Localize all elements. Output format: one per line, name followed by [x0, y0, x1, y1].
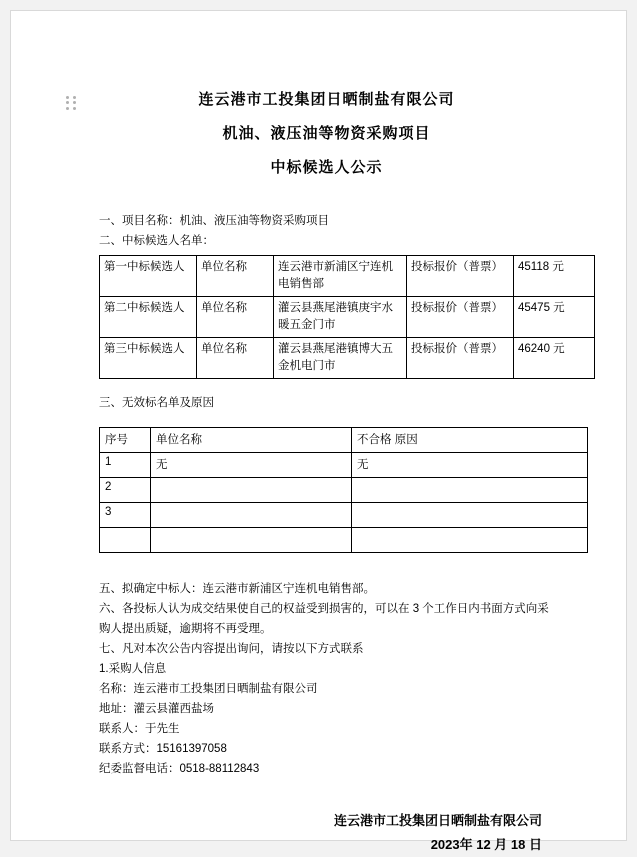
- invalid-header-no: 序号: [100, 428, 151, 453]
- invalid-cell-no: [100, 528, 151, 553]
- candidate-rank: 第三中标候选人: [100, 338, 197, 379]
- invalid-bids-table: [99, 427, 588, 553]
- title-line-2: 机油、液压油等物资采购项目: [222, 125, 431, 142]
- invalid-header-reason: 不合格 原因: [352, 428, 588, 453]
- candidate-name-label: 单位名称: [197, 338, 274, 379]
- candidate-price-label: 投标报价（普票）: [407, 338, 514, 379]
- candidate-price: 46240 元: [514, 338, 595, 379]
- signature-block: [99, 809, 554, 857]
- document-content: [99, 83, 565, 857]
- invalid-cell-name: 无: [151, 453, 352, 478]
- invalid-header-name: 单位名称: [151, 428, 352, 453]
- buyer-phone: 联系方式：15161397058: [99, 743, 227, 755]
- section-objection: 六、各投标人认为成交结果使自己的权益受到损害的，可以在 3 个工作日内书面方式向采购人提出质疑，逾期将不再受理。: [99, 603, 549, 635]
- buyer-contact-person: 联系人：于先生: [99, 723, 180, 735]
- buyer-name: 名称：连云港市工投集团日晒制盐有限公司: [99, 683, 318, 695]
- candidate-price: 45475 元: [514, 297, 595, 338]
- table-header-row: [100, 428, 588, 453]
- candidate-price-label: 投标报价（普票）: [407, 256, 514, 297]
- section-contact-heading: 七、凡对本次公告内容提出询问，请按以下方式联系: [99, 643, 364, 655]
- supervision-phone: 纪委监督电话：0518-88112843: [99, 763, 260, 775]
- invalid-cell-reason: [352, 528, 588, 553]
- candidate-name: 灌云县燕尾港镇博大五金机电门市: [274, 338, 407, 379]
- invalid-cell-name: [151, 528, 352, 553]
- table-row: [100, 338, 595, 379]
- buyer-address: 地址：灌云县灌西盐场: [99, 703, 214, 715]
- invalid-cell-no: 3: [100, 503, 151, 528]
- invalid-cell-reason: [352, 503, 588, 528]
- document-title: [99, 83, 554, 185]
- table-row: [100, 503, 588, 528]
- invalid-cell-reason: [352, 478, 588, 503]
- candidate-name: 连云港市新浦区宁连机电销售部: [274, 256, 407, 297]
- invalid-cell-reason: 无: [352, 453, 588, 478]
- candidate-name: 灌云县燕尾港镇庚宇水暖五金门市: [274, 297, 407, 338]
- signature-company: 连云港市工投集团日晒制盐有限公司: [333, 813, 542, 828]
- drag-handle-icon[interactable]: [66, 96, 78, 110]
- candidate-rank: 第二中标候选人: [100, 297, 197, 338]
- section-candidates-heading: 二、中标候选人名单：: [99, 235, 214, 247]
- candidate-name-label: 单位名称: [197, 256, 274, 297]
- invalid-cell-name: [151, 503, 352, 528]
- invalid-cell-name: [151, 478, 352, 503]
- section-winner: 五、拟确定中标人：连云港市新浦区宁连机电销售部。: [99, 583, 375, 595]
- invalid-cell-no: 2: [100, 478, 151, 503]
- signature-date: 2023年 12 月 18 日: [430, 837, 542, 852]
- section-project-name: 一、项目名称：机油、液压油等物资采购项目: [99, 215, 329, 227]
- section-invalid-heading: 三、无效标名单及原因: [99, 397, 214, 409]
- candidate-name-label: 单位名称: [197, 297, 274, 338]
- candidate-rank: 第一中标候选人: [100, 256, 197, 297]
- document-page: [10, 10, 627, 852]
- invalid-cell-no: 1: [100, 453, 151, 478]
- table-row: [100, 256, 595, 297]
- table-row: [100, 453, 588, 478]
- title-line-3: 中标候选人公示: [270, 159, 383, 176]
- table-row: [100, 297, 595, 338]
- candidate-price-label: 投标报价（普票）: [407, 297, 514, 338]
- table-row: [100, 478, 588, 503]
- table-row: [100, 528, 588, 553]
- buyer-info-title: 1.采购人信息: [99, 663, 167, 675]
- title-line-1: 连云港市工投集团日晒制盐有限公司: [198, 91, 455, 108]
- candidate-price: 45118 元: [514, 256, 595, 297]
- bid-candidates-table: [99, 255, 595, 379]
